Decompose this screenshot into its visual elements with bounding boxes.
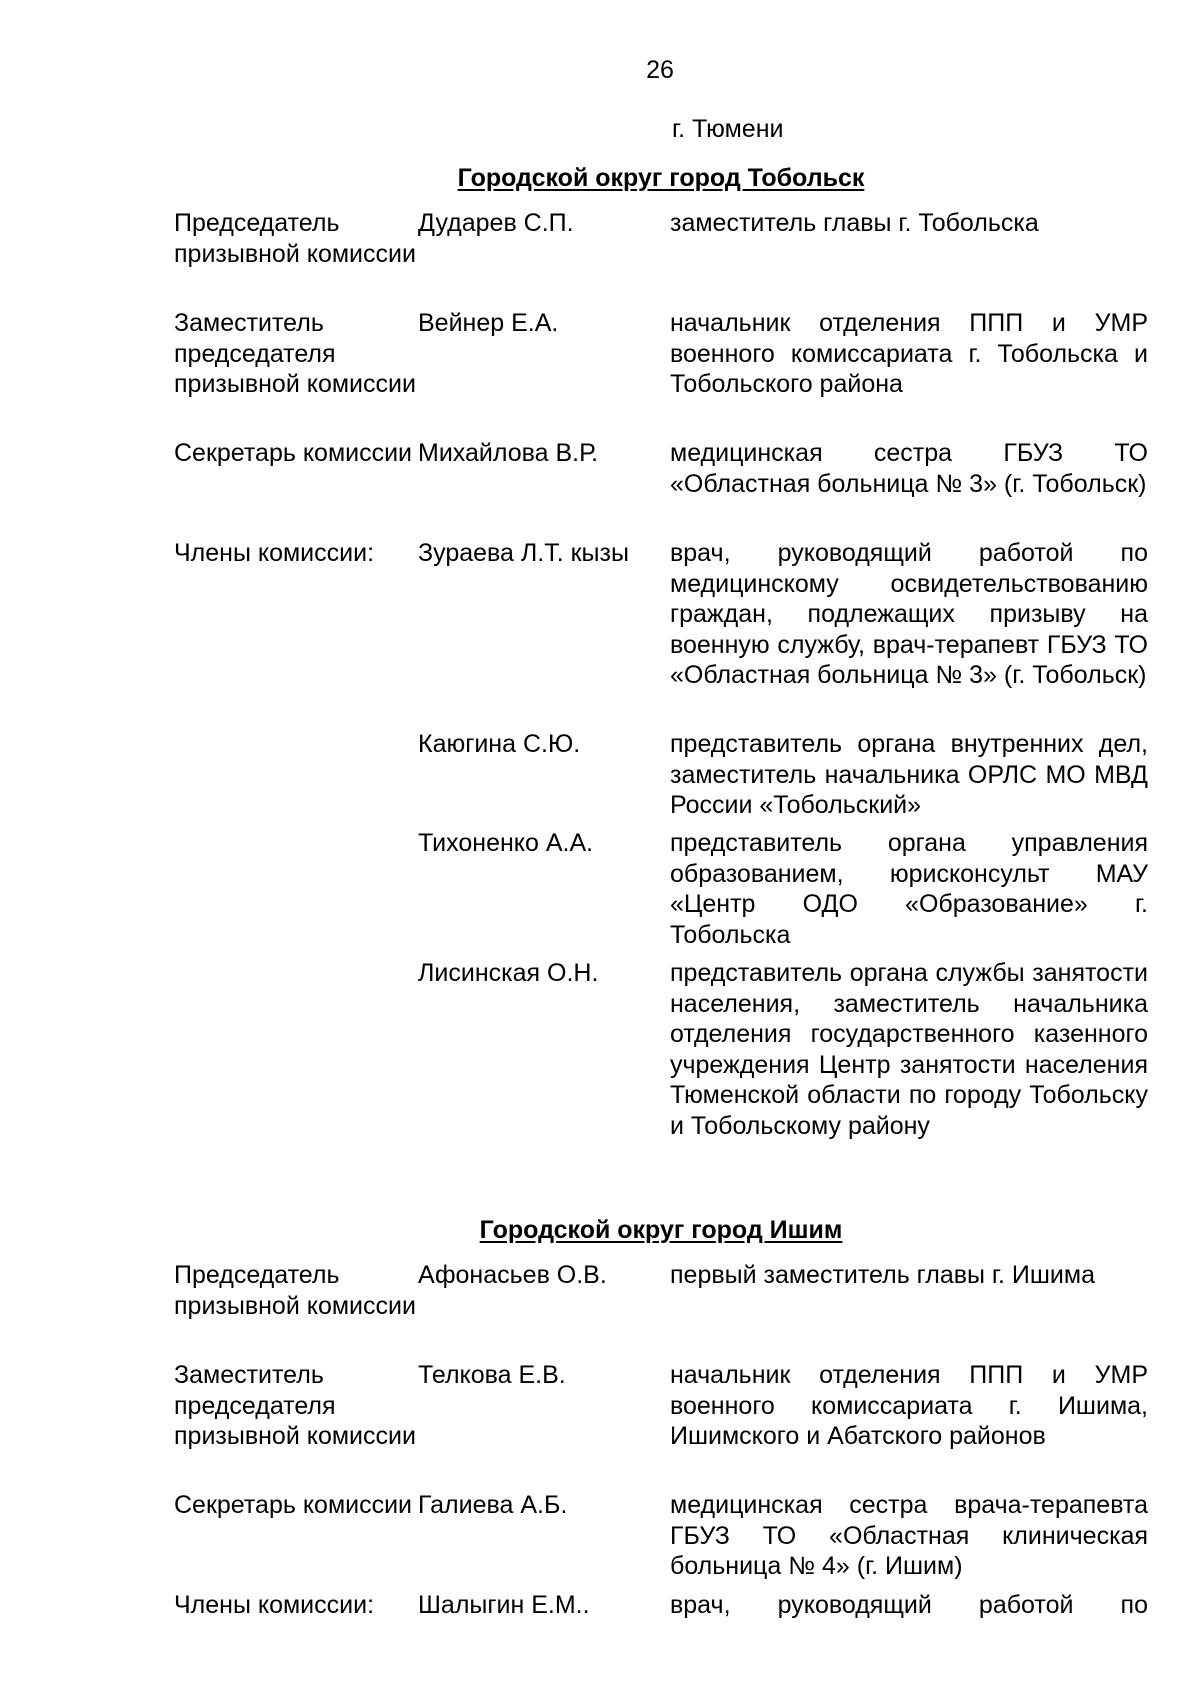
table-row bbox=[174, 208, 1148, 269]
name-cell: Михайлова В.Р. bbox=[418, 439, 599, 467]
table-row bbox=[174, 1490, 1148, 1582]
position-cell: первый заместитель главы г. Ишима bbox=[670, 1261, 1095, 1289]
name-cell: Тихоненко А.А. bbox=[418, 829, 594, 857]
position-cell: врач, руководящий работой по медицинскому освидетельствованию граждан, подлежащих призыву на военную службу, врач-терапевт ГБУЗ ТО «Областная больница № 3» (г. Тобольск) bbox=[670, 539, 1148, 689]
position-cell: медицинская сестра ГБУЗ ТО «Областная больница № 3» (г. Тобольск) bbox=[670, 439, 1148, 498]
name-cell: Галиева А.Б. bbox=[418, 1491, 568, 1519]
name-cell: Каюгина С.Ю. bbox=[418, 730, 581, 758]
name-cell: Лисинская О.Н. bbox=[418, 959, 599, 987]
page-number: 26 bbox=[646, 56, 674, 84]
position-cell: представитель органа службы занятости населения, заместитель начальника отделения государственного казенного учреждения Центр занятости населения Тюменской области по городу Тобольску и Тобольскому району bbox=[670, 959, 1148, 1140]
role-cell bbox=[174, 828, 418, 950]
section-heading-tobolsk: Городской округ город Тобольск bbox=[457, 164, 865, 192]
table-row bbox=[174, 828, 1148, 950]
position-cell: начальник отделения ППП и УМР военного комиссариата г. Ишима, Ишимского и Абатского районов bbox=[670, 1361, 1148, 1450]
name-cell: Дударев С.П. bbox=[418, 209, 574, 237]
carry-over-text: г. Тюмени bbox=[672, 115, 784, 143]
position-cell: представитель органа внутренних дел, заместитель начальника ОРЛС МО МВД России «Тобольский» bbox=[670, 730, 1148, 819]
table-row bbox=[174, 1360, 1148, 1452]
position-cell: заместитель главы г. Тобольска bbox=[670, 209, 1039, 237]
role-cell: Секретарь комиссии bbox=[174, 439, 413, 467]
role-cell: Председатель призывной комиссии bbox=[174, 209, 416, 268]
role-cell bbox=[174, 729, 418, 821]
position-cell: начальник отделения ППП и УМР военного комиссариата г. Тобольска и Тобольского района bbox=[670, 309, 1148, 398]
name-cell: Вейнер Е.А. bbox=[418, 309, 559, 337]
section-heading-ishim: Городской округ город Ишим bbox=[479, 1216, 843, 1244]
role-cell: Члены комиссии: bbox=[174, 1591, 375, 1619]
role-cell: Председатель призывной комиссии bbox=[174, 1261, 416, 1320]
role-cell: Члены комиссии: bbox=[174, 539, 375, 567]
table-row bbox=[174, 308, 1148, 400]
table-row bbox=[174, 1590, 1148, 1621]
role-cell bbox=[174, 958, 418, 1141]
role-cell: Заместитель председателя призывной комиссии bbox=[174, 1361, 416, 1450]
table-row bbox=[174, 729, 1148, 821]
role-cell: Заместитель председателя призывной комиссии bbox=[174, 309, 416, 398]
position-cell: врач, руководящий работой по bbox=[670, 1591, 1148, 1619]
table-row bbox=[174, 1260, 1148, 1321]
table-row bbox=[174, 958, 1148, 1141]
position-cell: медицинская сестра врача-терапевта ГБУЗ ТО «Областная клиническая больница № 4» (г. Ишим) bbox=[670, 1491, 1148, 1580]
name-cell: Афонасьев О.В. bbox=[418, 1261, 607, 1289]
name-cell: Телкова Е.В. bbox=[418, 1361, 566, 1389]
position-cell: представитель органа управления образованием, юрисконсульт МАУ «Центр ОДО «Образование» г. Тобольска bbox=[670, 829, 1148, 949]
name-cell: Зураева Л.Т. кызы bbox=[418, 539, 629, 567]
table-row bbox=[174, 438, 1148, 499]
name-cell: Шалыгин Е.М.. bbox=[418, 1591, 590, 1619]
role-cell: Секретарь комиссии bbox=[174, 1491, 413, 1519]
table-row bbox=[174, 538, 1148, 691]
